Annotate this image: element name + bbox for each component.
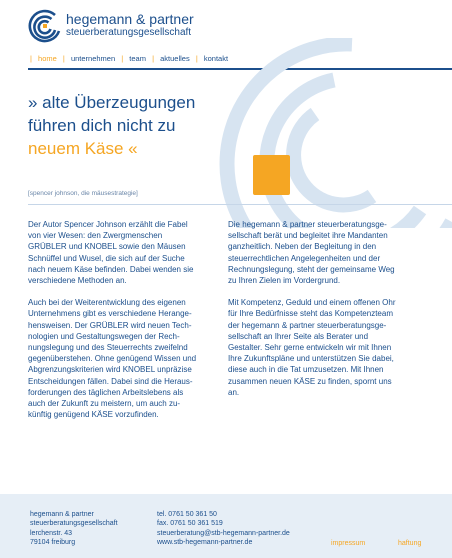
text-line: für Ihre Bedürfnisse steht das Kompetenzteam — [228, 309, 393, 319]
nav-separator: | — [121, 54, 124, 63]
text-line: der hegemann & partner steuerberatungsge- — [228, 320, 387, 330]
text-line: Schnüffel und Wusel, die sich auf der Suche — [28, 253, 185, 263]
text-line: Mit Kompetenz, Geduld und einem offenen Ohr — [228, 298, 396, 308]
text-line: verschiedene Methoden an. — [28, 276, 127, 286]
text-line: von vier Wesen: den Zwergmenschen — [28, 231, 163, 241]
text-line: nungslegung und des Steuerrechts zweifelnd — [28, 343, 188, 353]
footer-address — [30, 510, 118, 548]
nav-item-aktuelles[interactable]: aktuelles — [160, 54, 190, 63]
paragraph — [28, 297, 204, 420]
paragraph — [228, 219, 404, 286]
text-line: hensweisen. Der GRÜBLER wird neuen Tech- — [28, 320, 192, 330]
content-column-left — [28, 219, 204, 431]
quote-source: [spencer johnson, die mäusestrategie] — [28, 190, 138, 197]
text-line: an. — [228, 387, 240, 397]
text-line: Rechnungslegung, steht der gemeinsame Weg — [228, 264, 395, 274]
hero-divider — [28, 204, 452, 205]
text-line: Ihre Zukunftspläne und unterstützen Sie dabei, — [228, 354, 394, 364]
footer-company: hegemann & partner — [30, 511, 94, 518]
headline-line-1: » alte Überzeugungen — [28, 93, 196, 112]
footer — [0, 494, 452, 558]
text-line: nach neuem Käse befinden. Dabei wenden sie — [28, 264, 194, 274]
nav-item-home[interactable]: home — [38, 54, 57, 63]
footer-email-link[interactable]: steuerberatung@stb-hegemann-partner.de — [157, 529, 290, 537]
text-line: auch der Zukunft zu meistern, um auch zu- — [28, 399, 181, 409]
imprint-link[interactable]: impressum — [331, 540, 366, 547]
text-line: sellschaft an Ihrer Seite als Berater und — [228, 331, 369, 341]
footer-website-link[interactable]: www.stb-hegemann-partner.de — [157, 539, 253, 547]
text-line: ganzheitlich. Neben der Begleitung in den — [228, 242, 377, 252]
headline-line-3: neuem Käse « — [28, 139, 138, 158]
liability-link[interactable]: haftung — [398, 540, 422, 547]
footer-phone: tel. 0761 50 361 50 — [157, 511, 217, 518]
paragraph — [28, 219, 204, 286]
text-line: Auch bei der Weiterentwicklung des eigenen — [28, 298, 186, 308]
text-line: steuerrechtlichen Angelegenheiten und der — [228, 253, 381, 263]
text-line: diese auch in die Tat umzusetzen. Mit Ihnen — [228, 365, 384, 375]
paragraph — [228, 297, 404, 398]
text-line: Gestalter. Sehr gerne entwickeln wir mit Ihnen — [228, 343, 392, 353]
nav-item-kontakt[interactable]: kontakt — [203, 54, 229, 63]
footer-street: lerchenstr. 43 — [30, 529, 73, 537]
footer-company-type: steuerberatungsgesellschaft — [30, 520, 118, 528]
text-line: Abgrenzungskriterien wird KNOBEL unpräzise — [28, 365, 192, 375]
text-line: Unternehmens gibt es verschiedene Herange- — [28, 309, 192, 319]
footer-city: 79104 freiburg — [30, 539, 76, 547]
nav-item-unternehmen[interactable]: unternehmen — [70, 54, 116, 63]
nav-separator: | — [152, 54, 155, 63]
nav-separator: | — [30, 54, 32, 63]
concentric-pattern-icon — [150, 38, 452, 228]
brand-name: hegemann & partner — [66, 11, 194, 27]
concentric-c-logo-icon[interactable] — [28, 9, 62, 43]
text-line: nologien und Gestaltungswegen der Rech- — [28, 331, 180, 341]
content-column-right — [228, 219, 404, 409]
text-line: Die hegemann & partner steuerberatungsge- — [228, 220, 387, 229]
text-line: zusammen neuen KÄSE zu finden, spornt uns — [228, 376, 392, 386]
cheese-square-icon — [253, 155, 290, 195]
nav-separator: | — [195, 54, 198, 63]
text-line: GRÜBLER und KNOBEL sowie den Mäusen — [28, 242, 186, 252]
nav-item-team[interactable]: team — [129, 54, 146, 63]
text-line: Entscheidungen fällen. Dabei sind die Heraus- — [28, 376, 193, 386]
nav-separator: | — [62, 54, 65, 63]
hero-headline — [28, 91, 195, 160]
brand-subtitle: steuerberatungsgesellschaft — [66, 27, 192, 38]
footer-fax: fax. 0761 50 361 519 — [157, 520, 223, 528]
text-line: gegenüberstehen. Ohne genügend Wissen und — [28, 354, 197, 364]
text-line: sellschaft berät und begleitet ihre Mandanten — [228, 231, 388, 241]
text-line: zu Ihren Zielen im Vordergrund. — [228, 276, 341, 286]
text-line: Der Autor Spencer Johnson erzählt die Fabel — [28, 220, 188, 229]
footer-contact — [157, 510, 290, 548]
text-line: forderungen des täglichen Arbeitslebens als — [28, 387, 184, 397]
text-line: künftig genügend KÄSE vorzufinden. — [28, 410, 159, 420]
headline-line-2: führen dich nicht zu — [28, 116, 176, 135]
